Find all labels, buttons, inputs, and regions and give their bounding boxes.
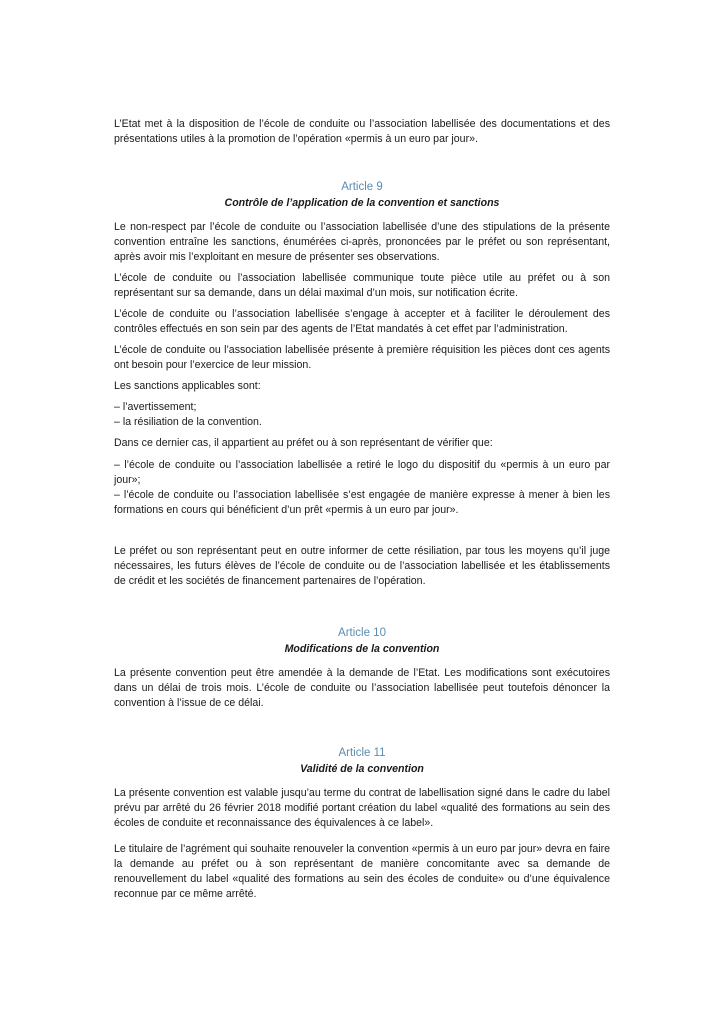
article-9-paragraph: L’école de conduite ou l’association labellisée communique toute pièce utile au préfet ou à son représentant sur sa demande, dans un délai maximal d’un mois, sur notification écrite. bbox=[114, 272, 610, 299]
article-11-paragraph: La présente convention est valable jusqu’au terme du contrat de labellisation signé dans le cadre du label prévu par arrêté du 26 février 2018 modifié portant création du label «qualité des formations au sein des écoles de conduite et reconnaissance des équivalences à ce label». bbox=[114, 787, 610, 829]
article-10-number: Article 10 bbox=[338, 627, 386, 639]
article-9-paragraph: Les sanctions applicables sont: bbox=[114, 380, 261, 392]
verify-item: – l’école de conduite ou l’association labellisée a retiré le logo du dispositif du «permis à un euro par jour»; bbox=[114, 459, 610, 486]
article-9-title: Contrôle de l’application de la convention et sanctions bbox=[224, 197, 500, 209]
article-10-title: Modifications de la convention bbox=[284, 643, 440, 655]
sanctions-list bbox=[114, 400, 610, 430]
article-9-number: Article 9 bbox=[341, 181, 383, 193]
article-10-paragraph: La présente convention peut être amendée à la demande de l’Etat. Les modifications sont exécutoires dans un délai de trois mois. L’école de conduite ou l’association labellisée peut toutefois dénoncer la convention à l’issue de ce délai. bbox=[114, 667, 610, 709]
article-11-title: Validité de la convention bbox=[300, 763, 424, 775]
article-11-number: Article 11 bbox=[338, 747, 386, 759]
article-9-paragraph: Le non-respect par l’école de conduite ou l’association labellisée d’une des stipulations de la présente convention entraîne les sanctions, énumérées ci-après, prononcées par le préfet ou son représentant, après avoir mis l’exploitant en mesure de présenter ses observations. bbox=[114, 221, 610, 263]
article-9-paragraph: L’école de conduite ou l’association labellisée présente à première réquisition les pièces dont ces agents ont besoin pour l’exercice de leur mission. bbox=[114, 344, 610, 371]
article-9-paragraph: L’école de conduite ou l’association labellisée s’engage à accepter et à faciliter le déroulement des contrôles effectués en son sein par des agents de l’Etat mandatés à cet effet par l’administration. bbox=[114, 308, 610, 335]
article-11-paragraph: Le titulaire de l’agrément qui souhaite renouveler la convention «permis à un euro par jour» devra en faire la demande au préfet ou à son représentant de manière concomitante avec sa demande de renouvellement du label «qualité des formations au sein des écoles de conduite» ou d’une équivalence reconnue par ce même arrêté. bbox=[114, 843, 610, 900]
verify-item: – l’école de conduite ou l’association labellisée s’est engagée de manière expresse à mener à bien les formations en cours qui bénéficient d’un prêt «permis à un euro par jour». bbox=[114, 489, 610, 516]
verify-intro: Dans ce dernier cas, il appartient au préfet ou à son représentant de vérifier que: bbox=[114, 437, 493, 449]
article-9-closing: Le préfet ou son représentant peut en outre informer de cette résiliation, par tous les moyens qu’il juge nécessaires, les futurs élèves de l’école de conduite ou de l’association labellisée et les établissements de crédit et les sociétés de financement partenaires de l’opération. bbox=[114, 545, 610, 587]
intro-paragraph: L’Etat met à la disposition de l’école de conduite ou l’association labellisée des documentations et des présentations utiles à la promotion de l’opération «permis à un euro par jour». bbox=[114, 118, 610, 145]
sanction-item: – la résiliation de la convention. bbox=[114, 416, 262, 428]
verify-list bbox=[114, 458, 610, 518]
sanction-item: – l’avertissement; bbox=[114, 401, 197, 413]
